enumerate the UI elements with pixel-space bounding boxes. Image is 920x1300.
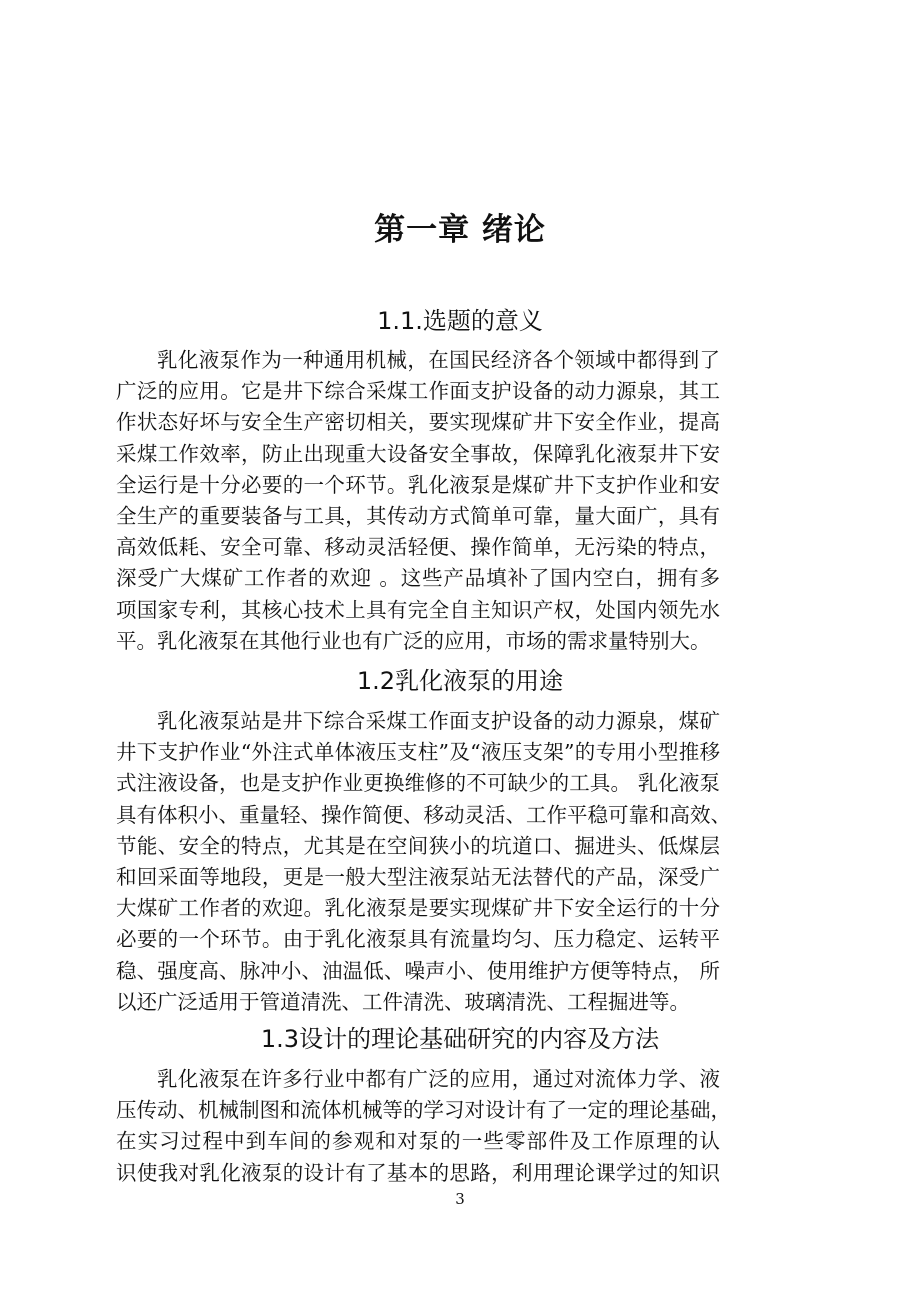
text-line: 在实习过程中到车间的参观和对泵的一些零部件及工作原理的认 (116, 1129, 720, 1154)
page-number: 3 (455, 1190, 465, 1208)
text-line: 以还广泛适用于管道清洗、工件清洗、玻璃清洗、工程掘进等。 (116, 989, 690, 1014)
section-paragraph-1-3 (116, 1064, 731, 1189)
text-line: 式注液设备，也是支护作业更换维修的不可缺少的工具。 乳化液泵 (116, 771, 720, 796)
text-line: 作状态好坏与安全生产密切相关，要实现煤矿井下安全作业，提高 (116, 410, 720, 435)
text-line: 深受广大煤矿工作者的欢迎 。这些产品填补了国内空白，拥有多 (116, 566, 720, 591)
text-line: 乳化液泵在许多行业中都有广泛的应用，通过对流体力学、液 (157, 1067, 720, 1091)
text-line: 高效低耗、安全可靠、移动灵活轻便、操作简单，无污染的特点， (116, 535, 720, 560)
text-line: 采煤工作效率，防止出现重大设备安全事故，保障乳化液泵井下安 (116, 441, 720, 466)
section-heading-1-1: 1.1.选题的意义 (377, 307, 543, 335)
text-line: 全生产的重要装备与工具，其传动方式简单可靠，量大面广，具有 (116, 504, 720, 529)
text-line: 必要的一个环节。由于乳化液泵具有流量均匀、压力稳定、运转平 (116, 927, 720, 952)
text-line: 识使我对乳化液泵的设计有了基本的思路，利用理论课学过的知识 (116, 1160, 720, 1185)
text-line: 全运行是十分必要的一个环节。乳化液泵是煤矿井下支护作业和安 (116, 472, 720, 497)
section-paragraph-1-1 (116, 345, 720, 657)
text-line: 和回采面等地段，更是一般大型注液泵站无法替代的产品，深受广 (116, 865, 720, 890)
text-line: 项国家专利，其核心技术上具有完全自主知识产权，处国内领先水 (116, 597, 720, 622)
chapter-title: 第一章 绪论 (374, 212, 546, 248)
text-line: 具有体积小、重量轻、操作简便、移动灵活、工作平稳可靠和高效、 (116, 802, 731, 827)
text-line: 乳化液泵作为一种通用机械，在国民经济各个领域中都得到了 (157, 348, 720, 372)
section-heading-1-2: 1.2乳化液泵的用途 (356, 667, 564, 695)
text-line: 广泛的应用。它是井下综合采煤工作面支护设备的动力源泉，其工 (116, 379, 720, 404)
text-line: 节能、安全的特点，尤其是在空间狭小的坑道口、掘进头、低煤层 (116, 833, 720, 858)
text-line: 井下支护作业“外注式单体液压支柱”及“液压支架”的专用小型推移 (116, 740, 720, 765)
text-line: 压传动、机械制图和流体机械等的学习对设计有了一定的理论基础， (116, 1098, 731, 1123)
text-line: 稳、强度高、脉冲小、油温低、噪声小、使用维护方便等特点， 所 (116, 958, 720, 983)
section-heading-1-3: 1.3设计的理论基础研究的内容及方法 (260, 1025, 660, 1053)
text-line: 乳化液泵站是井下综合采煤工作面支护设备的动力源泉，煤矿 (157, 709, 720, 733)
section-paragraph-1-2 (116, 706, 731, 1018)
text-line: 大煤矿工作者的欢迎。乳化液泵是要实现煤矿井下安全运行的十分 (116, 896, 720, 921)
text-line: 平。乳化液泵在其他行业也有广泛的应用，市场的需求量特别大。 (116, 628, 711, 653)
